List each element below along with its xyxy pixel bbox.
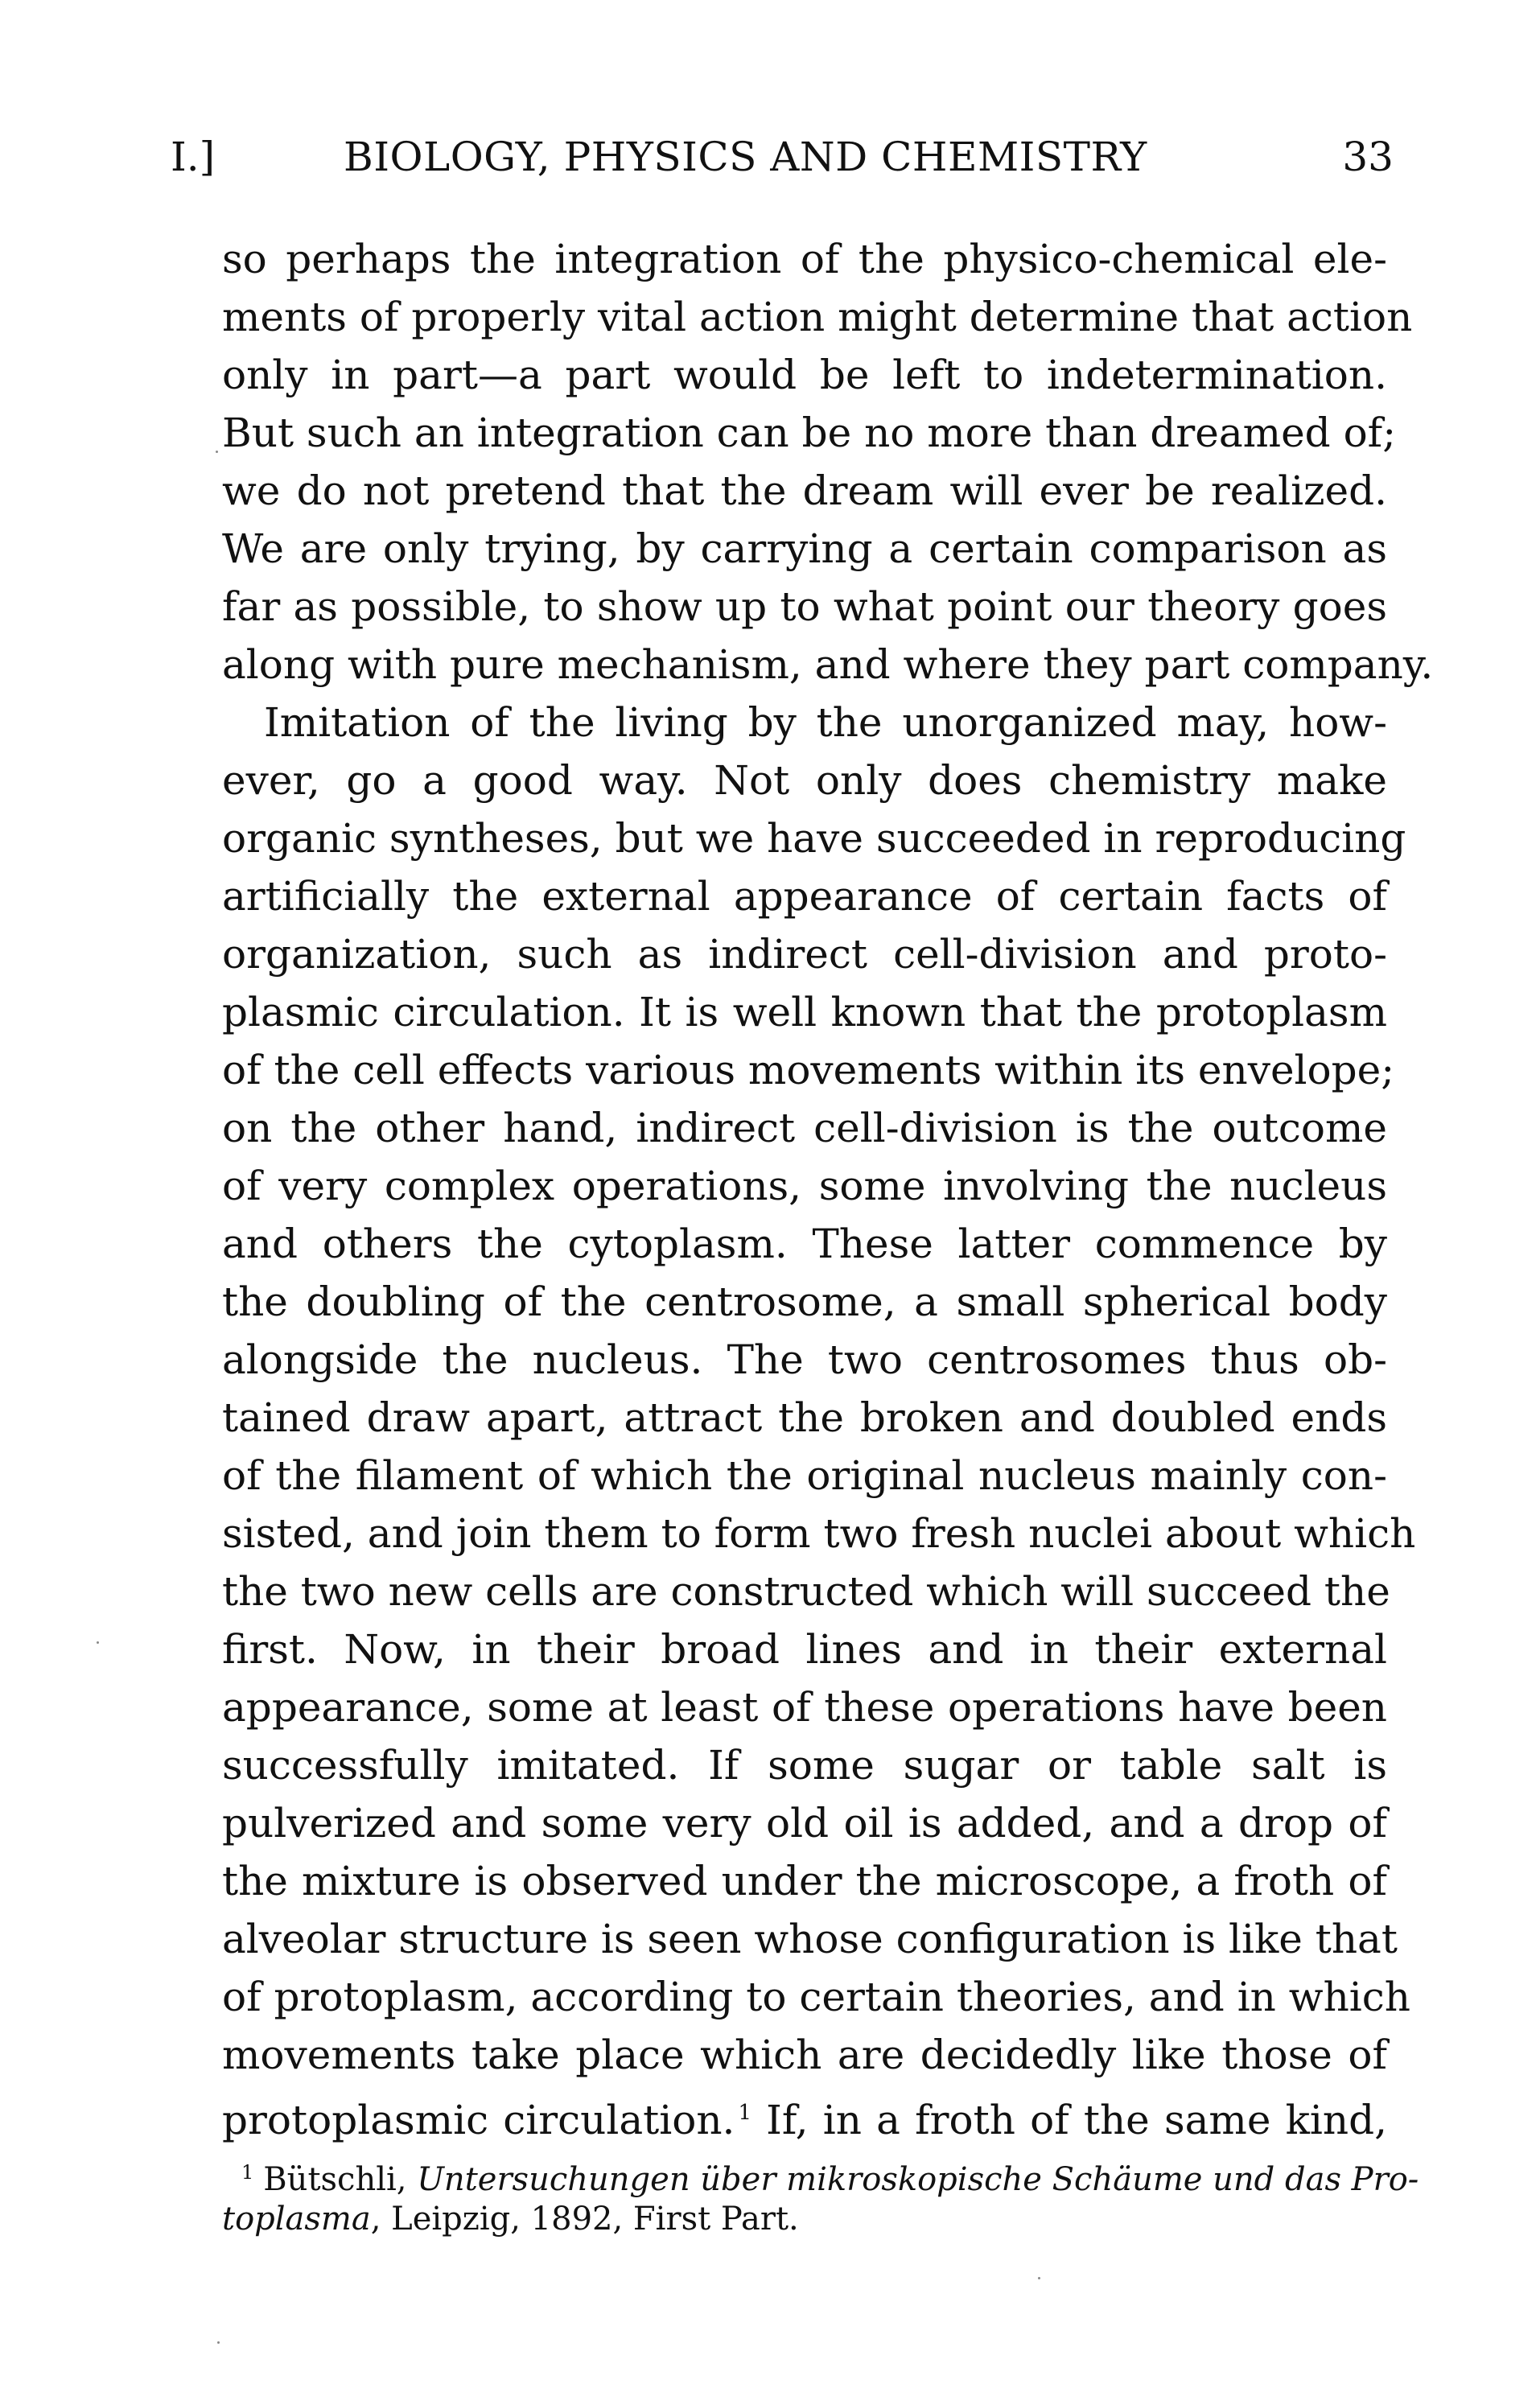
footnote-work-title: toplasma (222, 2201, 371, 2238)
text-line: sisted, and join them to form two fresh nuclei about which (222, 1510, 1416, 1557)
footnote-line (222, 2197, 1387, 2242)
text-line: so perhaps the integration of the physico-chemical ele- (222, 236, 1387, 282)
text-line: the doubling of the centrosome, a small spherical body (222, 1278, 1387, 1325)
text-line: But such an integration can be no more than dreamed of; (222, 410, 1397, 456)
text-line: alveolar structure is seen whose configuration is like that (222, 1916, 1398, 1962)
footnote-reference: 1 (738, 2101, 751, 2125)
scan-speck (217, 2341, 220, 2344)
text-line: appearance, some at least of these operations have been (222, 1684, 1387, 1731)
text-line: and others the cytoplasm. These latter commence by (222, 1221, 1387, 1267)
text-line: ments of properly vital action might determine that action (222, 294, 1413, 340)
page-number: 33 (1342, 134, 1394, 180)
running-head (171, 129, 1394, 185)
text-line: of protoplasm, according to certain theories, and in which (222, 1974, 1410, 2020)
text-line: first. Now, in their broad lines and in their external (222, 1626, 1387, 1673)
running-title: BIOLOGY, PHYSICS AND CHEMISTRY (344, 134, 1147, 180)
text-line: artificially the external appearance of certain facts of (222, 873, 1387, 920)
line-text: protoplasmic circulation. (222, 2097, 735, 2143)
text-line: tained draw apart, attract the broken and doubled ends (222, 1394, 1387, 1441)
text-line: along with pure mechanism, and where they part company. (222, 641, 1434, 688)
text-line: successfully imitated. If some sugar or table salt is (222, 1742, 1387, 1789)
text-line: on the other hand, indirect cell-division is the outcome (222, 1105, 1387, 1151)
text-line: movements take place which are decidedly like those of (222, 2032, 1387, 2078)
footnote-work-title: Untersuchungen über mikroskopische Schäume und das Pro- (417, 2161, 1419, 2198)
text-line: the mixture is observed under the microscope, a froth of (222, 1858, 1387, 1904)
footnote-line (241, 2150, 1419, 2198)
text-line: We are only trying, by carrying a certain comparison as (222, 525, 1387, 572)
text-line: the two new cells are constructed which will succeed the (222, 1568, 1390, 1615)
text-line: alongside the nucleus. The two centrosomes thus ob- (222, 1336, 1387, 1383)
footnote-mark: 1 (241, 2161, 254, 2184)
footnote-author: Bütschli, (263, 2161, 418, 2198)
scan-speck (1038, 2277, 1040, 2279)
text-line: organization, such as indirect cell-division and proto- (222, 931, 1387, 978)
text-line: plasmic circulation. It is well known that the protoplasm (222, 989, 1387, 1035)
text-line: organic syntheses, but we have succeeded in reproducing (222, 815, 1406, 862)
line-text: If, in a froth of the same kind, (751, 2097, 1387, 2143)
text-line: of very complex operations, some involving the nucleus (222, 1163, 1387, 1209)
footnote-publication: , Leipzig, 1892, First Part. (370, 2201, 799, 2238)
text-line: ever, go a good way. Not only does chemistry make (222, 757, 1387, 804)
chapter-number: I.] (171, 134, 216, 180)
text-line: only in part—a part would be left to indetermination. (222, 352, 1387, 398)
scan-speck (216, 451, 218, 453)
text-line: of the cell effects various movements within its envelope; (222, 1047, 1395, 1093)
text-line: far as possible, to show up to what point our theory goes (222, 583, 1387, 630)
paragraph-start-line: Imitation of the living by the unorganized may, how- (264, 699, 1387, 746)
text-line: pulverized and some very old oil is added, and a drop of (222, 1800, 1387, 1847)
text-line: of the filament of which the original nucleus mainly con- (222, 1452, 1387, 1499)
text-line-with-footnote-ref (222, 2084, 1387, 2142)
scan-speck (97, 1641, 99, 1644)
text-line: we do not pretend that the dream will ever be realized. (222, 467, 1387, 514)
